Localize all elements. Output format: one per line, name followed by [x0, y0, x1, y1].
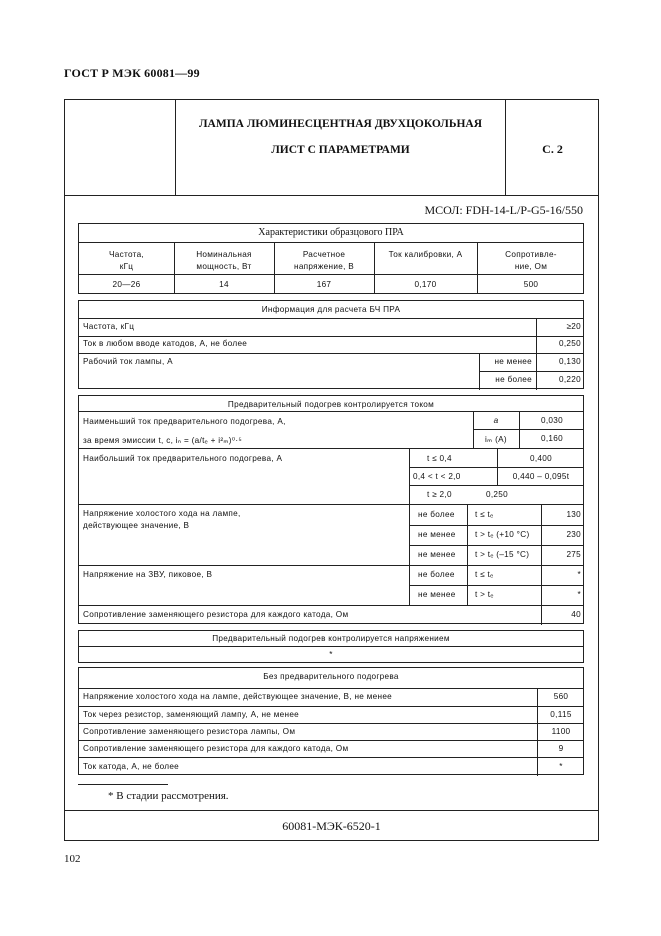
pc-peak-lim: не более	[418, 570, 455, 579]
value-voltage: 167	[316, 280, 332, 289]
np-row-label: Ток через резистор, заменяющий лампу, А, не менее	[83, 710, 300, 719]
ballast-title: Характеристики образцового ПРА	[258, 227, 404, 238]
pc-ocv-cond: t ≤ tₑ	[475, 510, 494, 519]
np-row-value: 560	[553, 692, 569, 701]
hf-max-value: 0,220	[559, 375, 581, 384]
no-preheat-table	[78, 667, 584, 775]
hf-freq-label: Частота, кГц	[83, 322, 135, 331]
pc-ocv-val: 230	[566, 530, 581, 539]
pc-res-label: Сопротивление заменяющего резистора для каждого катода, Ом	[83, 610, 349, 619]
pc-max-cond: t ≥ 2,0	[427, 490, 452, 499]
pc-max-val: 0,250	[486, 490, 508, 499]
pc-peak-val: *	[577, 590, 581, 599]
pc-a-symbol: a	[493, 416, 499, 425]
pc-max-val: 0,400	[530, 454, 552, 463]
header-calibration: Ток калибровки, А	[388, 250, 463, 259]
np-row-label: Ток катода, А, не более	[83, 762, 180, 771]
hf-min-value: 0,130	[559, 357, 581, 366]
preheat-voltage-table	[78, 630, 584, 663]
np-row-value: 1100	[551, 727, 571, 736]
pc-ocv-label: действующее значение, В	[83, 521, 190, 530]
pc-ocv-label: Напряжение холостого хода на лампе,	[83, 509, 241, 518]
np-row-value: *	[559, 762, 563, 771]
pv-title: Предварительный подогрев контролируется напряжением	[212, 634, 450, 643]
pc-peak-label: Напряжение на ЗВУ, пиковое, В	[83, 570, 213, 579]
hf-max-label: не более	[495, 375, 532, 384]
pc-max-val: 0,440 – 0,095t	[512, 472, 570, 481]
pc-title: Предварительный подогрев контролируется током	[227, 400, 435, 409]
hf-lamp-label: Рабочий ток лампы, А	[83, 357, 173, 366]
pc-a-value: 0,030	[541, 416, 563, 425]
pc-min-formula: за время эмиссии t, с, iₙ = (a/tₑ + i²ₘ)⁰·⁵	[83, 436, 243, 445]
pc-min-label: Наименьший ток предварительного подогрева, А,	[83, 417, 286, 426]
header-frequency: Частота, кГц	[108, 250, 145, 271]
hf-cathode-value: 0,250	[559, 339, 581, 348]
value-power: 14	[219, 280, 229, 289]
pc-ocv-cond: t > tₑ (+10 °C)	[475, 530, 530, 539]
sheet-subtitle: ЛИСТ С ПАРАМЕТРАМИ	[271, 144, 410, 156]
np-row-value: 0,115	[550, 710, 572, 719]
hf-min-label: не менее	[494, 357, 532, 366]
np-row-value: 9	[558, 744, 564, 753]
footnote: * В стадии рассмотрения.	[108, 790, 229, 802]
page-number: 102	[64, 853, 81, 865]
pc-ocv-lim: не более	[418, 510, 455, 519]
sheet-title: ЛАМПА ЛЮМИНЕСЦЕНТНАЯ ДВУХЦОКОЛЬНАЯ	[198, 118, 483, 130]
pc-peak-lim: не менее	[418, 590, 456, 599]
hf-ballast-table	[78, 300, 584, 389]
pc-peak-cond: t > tₑ	[475, 590, 494, 599]
pc-ocv-cond: t > tₑ (–15 °C)	[475, 550, 530, 559]
hf-title: Информация для расчета БЧ ПРА	[261, 305, 401, 314]
preheat-current-table	[78, 395, 584, 624]
sheet-footer: 60081-МЭК-6520-1	[64, 810, 599, 841]
header-voltage: Расчетное напряжение, В	[294, 250, 354, 271]
pc-res-val: 40	[571, 610, 581, 619]
pc-ocv-val: 130	[566, 510, 581, 519]
np-row-label: Сопротивление заменяющего резистора лампы, Ом	[83, 727, 296, 736]
sheet-page-label: С. 2	[542, 142, 563, 156]
pc-max-cond: t ≤ 0,4	[427, 454, 452, 463]
pv-value: *	[329, 650, 333, 659]
pc-ocv-lim: не менее	[418, 550, 456, 559]
ballast-table	[78, 223, 584, 294]
hf-freq-value: ≥20	[566, 322, 581, 331]
standard-header: ГОСТ Р МЭК 60081—99	[64, 66, 200, 80]
np-row-label: Напряжение холостого хода на лампе, действующее значение, В, не менее	[83, 692, 393, 701]
value-frequency: 20—26	[112, 280, 141, 289]
value-resistance: 500	[523, 280, 539, 289]
pc-max-cond: 0,4 < t < 2,0	[413, 472, 461, 481]
pc-max-label: Наибольший ток предварительного подогрева, А	[83, 454, 283, 463]
pc-im-symbol: iₘ (А)	[485, 435, 507, 444]
lamp-designation: МСОЛ: FDH-14-L/P-G5-16/550	[424, 203, 583, 217]
pc-peak-val: *	[577, 570, 581, 579]
hf-cathode-label: Ток в любом вводе катодов, А, не более	[83, 339, 248, 348]
pc-ocv-val: 275	[566, 550, 581, 559]
np-row-label: Сопротивление заменяющего резистора для каждого катода, Ом	[83, 744, 349, 753]
header-power: Номинальная мощность, Вт	[196, 250, 252, 271]
header-resistance: Сопротивле- ние, Ом	[505, 250, 557, 271]
value-calibration: 0,170	[414, 280, 437, 289]
footnote-rule	[78, 784, 168, 785]
pc-peak-cond: t ≤ tₑ	[475, 570, 494, 579]
pc-im-value: 0,160	[541, 434, 563, 443]
pc-ocv-lim: не менее	[418, 530, 456, 539]
np-title: Без предварительного подогрева	[263, 672, 399, 681]
